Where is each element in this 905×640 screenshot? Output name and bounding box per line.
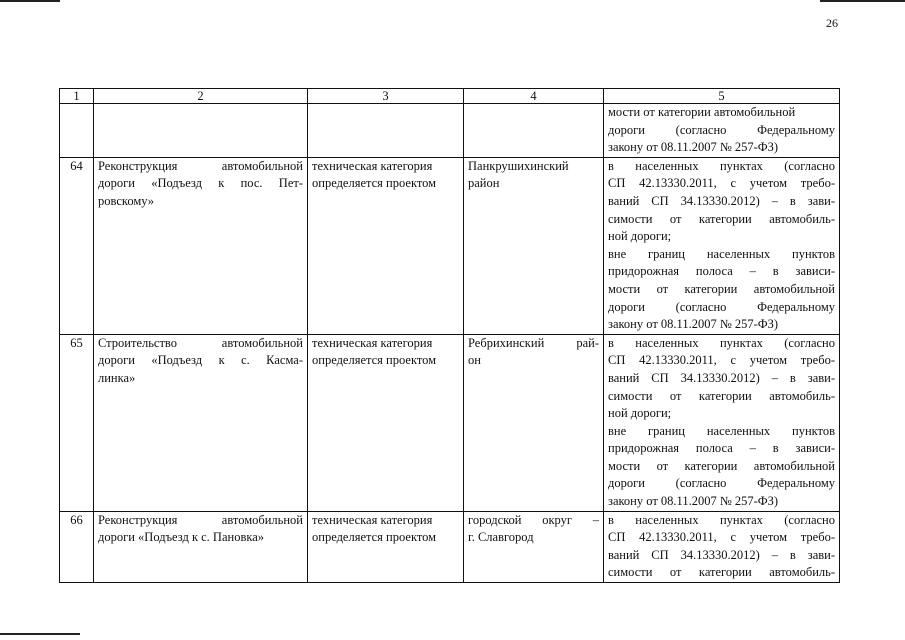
table-row <box>60 511 840 582</box>
row-number: 64 <box>60 157 94 334</box>
text-line: определяется проектом <box>312 353 437 368</box>
text-line: определяется проектом <box>312 176 437 191</box>
object-name-cell <box>94 511 308 582</box>
top-rule-left <box>0 0 60 2</box>
text-line: в населенных пунктах (согласно <box>608 512 835 527</box>
text-line: Реконструкция автомобильной <box>98 512 303 527</box>
text-line: мости от категории автомобильной <box>608 281 835 296</box>
text-line: СП 42.13330.2011, с учетом требо- <box>608 176 835 191</box>
text-line: ровскому» <box>98 193 155 208</box>
text-line: в населенных пунктах (согласно <box>608 158 835 173</box>
text-line: закону от 08.11.2007 № 257-ФЗ) <box>608 317 779 332</box>
text-line: закону от 08.11.2007 № 257-ФЗ) <box>608 494 779 509</box>
text-line: дороги «Подъезд к с. Пановка» <box>98 530 265 545</box>
text-line: городской округ – <box>468 512 599 527</box>
zone-cell <box>604 104 840 158</box>
bottom-rule <box>0 633 80 635</box>
text-line: мости от категории автомобильной <box>608 458 835 473</box>
text-line: дороги (согласно Федеральному <box>608 299 835 314</box>
header-cell: 2 <box>94 89 308 104</box>
empty-cell <box>94 104 308 158</box>
text-line: дороги (согласно Федеральному <box>608 122 835 137</box>
text-line: Реконструкция автомобильной <box>98 158 303 173</box>
object-name-cell <box>94 334 308 511</box>
district-cell <box>464 511 604 582</box>
object-name-cell <box>94 157 308 334</box>
text-line: Строительство автомобильной <box>98 335 303 350</box>
text-line: техническая категория <box>312 335 433 350</box>
category-cell <box>308 334 464 511</box>
text-line: дороги «Подъезд к с. Касма- <box>98 353 303 368</box>
text-line: Панкрушихинский <box>468 158 569 173</box>
text-line: техническая категория <box>312 512 433 527</box>
header-cell: 3 <box>308 89 464 104</box>
row-number: 66 <box>60 511 94 582</box>
empty-cell <box>60 104 94 158</box>
text-line: он <box>468 353 481 368</box>
zone-cell <box>604 334 840 511</box>
header-row <box>60 89 840 104</box>
road-table <box>59 88 840 583</box>
row-number: 65 <box>60 334 94 511</box>
text-line: ваний СП 34.13330.2012) – в зави- <box>608 547 835 562</box>
text-line: дороги «Подъезд к пос. Пет- <box>98 176 303 191</box>
text-line: ной дороги; <box>608 406 672 421</box>
page-number: 26 <box>826 16 838 30</box>
text-line: СП 42.13330.2011, с учетом требо- <box>608 530 835 545</box>
text-line: симости от категории автомобиль- <box>608 565 835 580</box>
text-line: симости от категории автомобиль- <box>608 388 835 403</box>
table-row <box>60 334 840 511</box>
header-cell: 1 <box>60 89 94 104</box>
empty-cell <box>308 104 464 158</box>
text-line: мости от категории автомобильной <box>608 105 796 119</box>
district-cell <box>464 157 604 334</box>
text-line: определяется проектом <box>312 530 437 545</box>
text-line: симости от категории автомобиль- <box>608 211 835 226</box>
text-line: придорожная полоса – в зависи- <box>608 441 835 456</box>
category-cell <box>308 511 464 582</box>
header-cell: 4 <box>464 89 604 104</box>
text-line: закону от 08.11.2007 № 257-ФЗ) <box>608 140 779 155</box>
text-line: линка» <box>98 370 136 385</box>
text-line: в населенных пунктах (согласно <box>608 335 835 350</box>
zone-cell <box>604 511 840 582</box>
text-line: придорожная полоса – в зависи- <box>608 264 835 279</box>
text-line: вне границ населенных пунктов <box>608 246 835 261</box>
zone-cell <box>604 157 840 334</box>
table-row <box>60 157 840 334</box>
text-line: дороги (согласно Федеральному <box>608 476 835 491</box>
text-line: Ребрихинский рай- <box>468 335 599 350</box>
top-rule-right <box>820 0 905 2</box>
text-line: вне границ населенных пунктов <box>608 423 835 438</box>
continuation-row <box>60 104 840 158</box>
empty-cell <box>464 104 604 158</box>
header-cell: 5 <box>604 89 840 104</box>
text-line: ваний СП 34.13330.2012) – в зави- <box>608 370 835 385</box>
district-cell <box>464 334 604 511</box>
text-line: СП 42.13330.2011, с учетом требо- <box>608 353 835 368</box>
text-line: ваний СП 34.13330.2012) – в зави- <box>608 193 835 208</box>
text-line: техническая категория <box>312 158 433 173</box>
text-line: г. Славгород <box>468 530 534 545</box>
category-cell <box>308 157 464 334</box>
text-line: район <box>468 176 500 191</box>
text-line: ной дороги; <box>608 229 672 244</box>
